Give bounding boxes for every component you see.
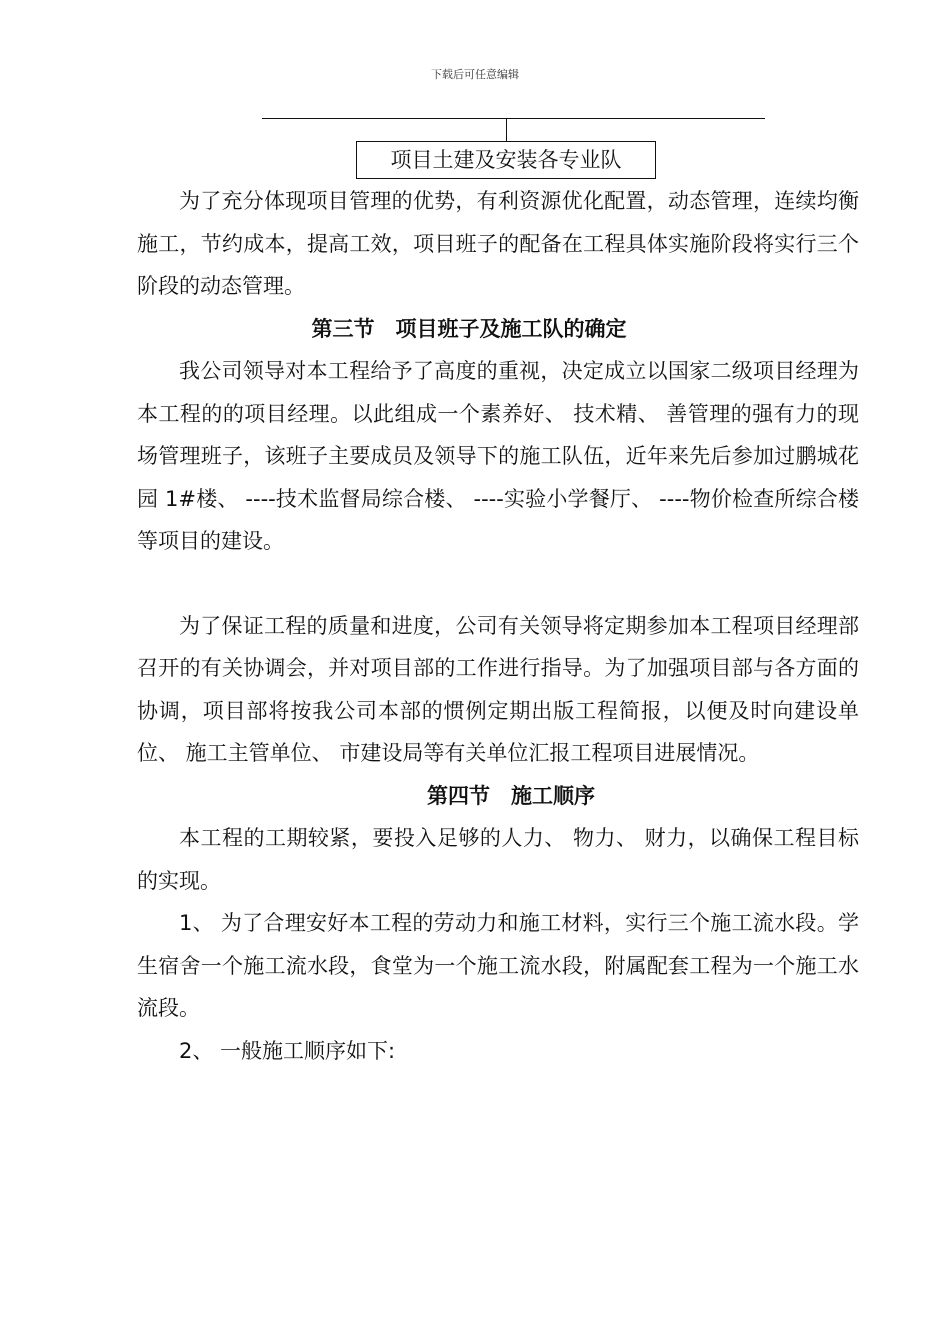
org-chart-connector-line — [506, 118, 507, 142]
section-4-heading: 第四节 施工顺序 — [427, 783, 595, 808]
section-4-item-1: 1、 为了合理安好本工程的劳动力和施工材料，实行三个施工流水段。学生宿舍一个施工流水段，食堂为一个施工流水段，附属配套工程为一个施工水流段。 — [137, 911, 859, 1020]
org-chart-horizontal-line — [262, 118, 765, 119]
intro-paragraph: 为了充分体现项目管理的优势，有利资源优化配置，动态管理，连续均衡施工，节约成本，提高工效，项目班子的配备在工程具体实施阶段将实行三个阶段的动态管理。 — [137, 189, 859, 298]
document-body — [137, 180, 859, 1072]
section-4-paragraph-1: 本工程的工期较紧，要投入足够的人力、 物力、 财力，以确保工程目标的实现。 — [137, 826, 859, 893]
section-3-paragraph-1: 我公司领导对本工程给予了高度的重视，决定成立以国家二级项目经理为本工程的的项目经理。以此组成一个素养好、 技术精、 善管理的强有力的现场管理班子，该班子主要成员及领导下的施工队伍，近年来先后参加过鹏城花园 1#楼、 ----技术监督局综合楼、 ----实验小学餐厅、 ----物价检查所综合楼等项目的建设。 — [137, 359, 859, 553]
section-3-paragraph-2: 为了保证工程的质量和进度，公司有关领导将定期参加本工程项目经理部召开的有关协调会，并对项目部的工作进行指导。为了加强项目部与各方面的协调，项目部将按我公司本部的惯例定期出版工程简报，以便及时向建设单位、 施工主管单位、 市建设局等有关单位汇报工程项目进展情况。 — [137, 613, 859, 765]
org-chart-box-construction-teams: 项目土建及安装各专业队 — [356, 141, 656, 179]
section-4-item-2: 2、 一般施工顺序如下: — [179, 1038, 396, 1063]
page-header-note: 下载后可任意编辑 — [431, 68, 519, 81]
paragraph-gap — [137, 563, 859, 605]
section-3-heading: 第三节 项目班子及施工队的确定 — [311, 316, 627, 341]
